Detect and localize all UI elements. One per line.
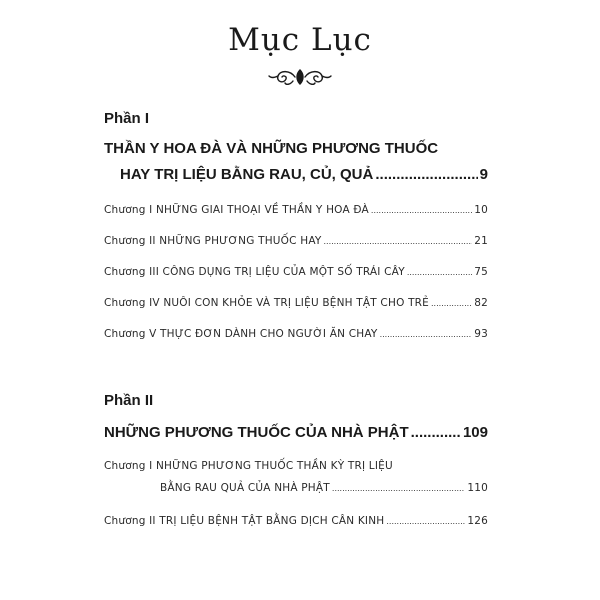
- chapter-title: Chương I NHỮNG GIAI THOẠI VỀ THẦN Y HOA ĐÀ: [104, 204, 369, 216]
- toc-entry[interactable]: [104, 235, 488, 247]
- toc-entry[interactable]: [104, 515, 488, 527]
- part-1-heading-page: 9: [479, 166, 488, 183]
- chapter-page: 10: [474, 204, 488, 216]
- leader-dots: [332, 482, 465, 494]
- chapter-title: Chương II TRỊ LIỆU BỆNH TẬT BẰNG DỊCH CÂN KINH: [104, 515, 385, 527]
- leader-dots: [324, 235, 473, 247]
- toc-entry[interactable]: [104, 204, 488, 216]
- chapter-title: Chương II NHỮNG PHƯƠNG THUỐC HAY: [104, 235, 322, 247]
- leader-dots: [431, 297, 472, 309]
- part-2-heading-row[interactable]: [104, 424, 488, 441]
- chapter-title: Chương V THỰC ĐƠN DÀNH CHO NGƯỜI ĂN CHAY: [104, 328, 378, 340]
- chapter-title: Chương IV NUÔI CON KHỎE VÀ TRỊ LIỆU BỆNH TẬT CHO TRẺ: [104, 297, 430, 309]
- chapter-page: 93: [474, 328, 488, 340]
- leader-dots: [371, 204, 472, 216]
- part-1-label: Phần I: [104, 110, 150, 127]
- chapter-title-line-2: BẰNG RAU QUẢ CỦA NHÀ PHẬT: [160, 482, 330, 494]
- toc-entry[interactable]: [104, 297, 488, 309]
- chapter-title-line-1[interactable]: Chương I NHỮNG PHƯƠNG THUỐC THẦN KỲ TRỊ LIỆU: [104, 460, 393, 472]
- chapter-page: 110: [467, 482, 488, 494]
- leader-dots: [411, 424, 461, 441]
- flourish-ornament-icon: [268, 66, 332, 88]
- part-1-heading-line-2: HAY TRỊ LIỆU BẰNG RAU, CỦ, QUẢ: [120, 166, 374, 183]
- part-2-label: Phần II: [104, 392, 154, 409]
- part-1-heading-line-1: THẦN Y HOA ĐÀ VÀ NHỮNG PHƯƠNG THUỐC: [104, 140, 439, 157]
- part-1-heading-row[interactable]: [120, 166, 488, 183]
- part-2-heading-page: 109: [462, 424, 488, 441]
- leader-dots: [386, 515, 465, 527]
- leader-dots: [407, 266, 472, 278]
- page-title: Mục Lục: [228, 22, 372, 58]
- chapter-page: 126: [467, 515, 488, 527]
- chapter-page: 75: [474, 266, 488, 278]
- chapter-page: 21: [474, 235, 488, 247]
- toc-entry[interactable]: [104, 328, 488, 340]
- leader-dots: [380, 328, 473, 340]
- toc-entry[interactable]: [160, 482, 488, 494]
- chapter-page: 82: [474, 297, 488, 309]
- leader-dots: [375, 166, 477, 183]
- part-2-heading: NHỮNG PHƯƠNG THUỐC CỦA NHÀ PHẬT: [104, 424, 409, 441]
- toc-entry[interactable]: [104, 266, 488, 278]
- chapter-title: Chương III CÔNG DỤNG TRỊ LIỆU CỦA MỘT SỐ TRÁI CÂY: [104, 266, 405, 278]
